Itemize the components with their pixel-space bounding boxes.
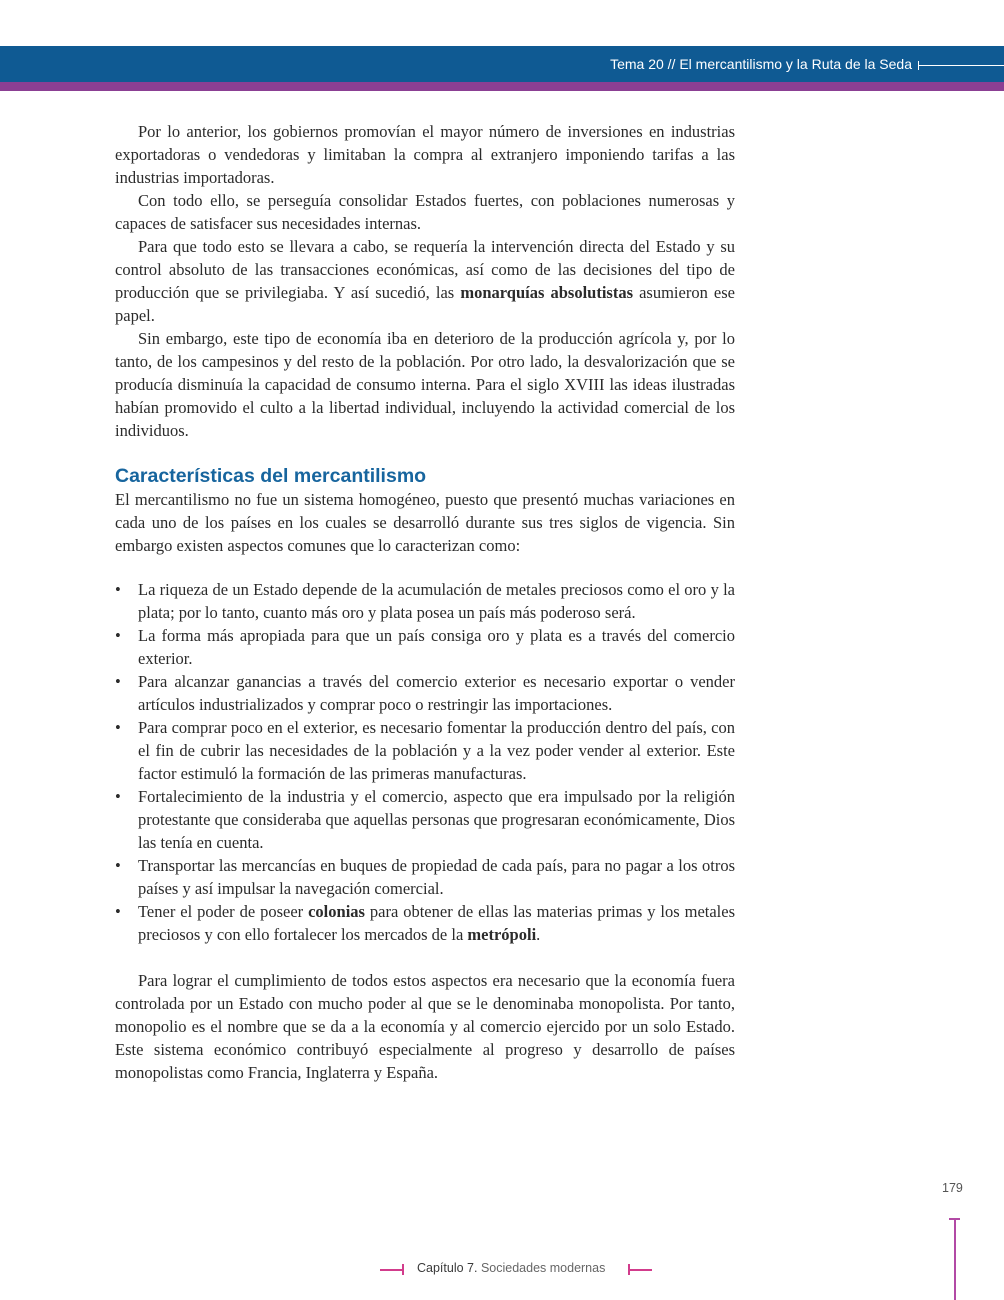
bullet-icon: • <box>115 787 121 806</box>
bullet-icon: • <box>115 718 121 737</box>
list-item: • Transportar las mercancías en buques de propiedad de cada país, para no pagar a los otros países y así impulsar la navegación comercial. <box>115 856 735 898</box>
paragraph: Para lograr el cumplimiento de todos estos aspectos era necesario que la economía fuera controlada por un Estado con mucho poder al que se le denominaba monopolista. Por tanto, monopolio es el nombre que se da a la economía y al comercio ejercido por un solo Estado. Este sistema económico contribuyó especialmente al progreso y desarrollo de países monopolistas como Francia, Inglaterra y España. <box>115 971 735 1082</box>
section-heading: Características del mercantilismo <box>115 465 427 487</box>
page-number: 179 <box>942 1181 963 1195</box>
footer <box>380 1260 652 1278</box>
bullet-icon: • <box>115 672 121 691</box>
paragraph: Con todo ello, se perseguía consolidar Estados fuertes, con poblaciones numerosas y capaces de satisfacer sus necesidades internas. <box>115 191 735 233</box>
term-bold: monarquías absolutistas <box>460 283 633 302</box>
list-item: • Para alcanzar ganancias a través del comercio exterior es necesario exportar o vender artículos industrializados y comprar poco o restringir las importaciones. <box>115 672 735 714</box>
header-accent-stripe <box>0 82 1004 91</box>
footer-chapter: Capítulo 7. <box>417 1261 478 1275</box>
bullet-icon: • <box>115 580 121 599</box>
list-item: • Fortalecimiento de la industria y el comercio, aspecto que era impulsado por la religión protestante que consideraba que aquellas personas que progresaran económicamente, Dios las tenía en cuenta. <box>115 787 735 852</box>
bullet-icon: • <box>115 902 121 921</box>
footer-left-tick <box>402 1264 404 1275</box>
list-item: • Para comprar poco en el exterior, es necesario fomentar la producción dentro del país, con el fin de cubrir las necesidades de la población y a la vez poder vender al exterior. Este factor estimuló la formación de las primeras manufacturas. <box>115 718 735 783</box>
bullet-icon: • <box>115 856 121 875</box>
paragraph: Sin embargo, este tipo de economía iba en deterioro de la producción agrícola y, por lo tanto, de los campesinos y del resto de la población. Por otro lado, la desvalorización que se producía disminuía la capacidad de consumo interna. Para el siglo XVIII las ideas ilustradas habían promovido el culto a la libertad individual, incluyendo la actividad comercial de los individuos. <box>115 329 735 440</box>
section-lead: El mercantilismo no fue un sistema homogéneo, puesto que presentó muchas variaciones en cada uno de los países en los cuales se desarrolló durante sus tres siglos de vigencia. Sin embargo existen aspectos comunes que lo caracterizan como: <box>115 490 735 555</box>
side-rule <box>954 1220 956 1300</box>
footer-left-rule <box>380 1269 402 1271</box>
term-bold: metrópoli <box>467 925 537 944</box>
list-item: • La forma más apropiada para que un país consiga oro y plata es a través del comercio exterior. <box>115 626 735 668</box>
bullet-icon: • <box>115 626 121 645</box>
bullet-list <box>115 578 735 946</box>
list-item: • La riqueza de un Estado depende de la acumulación de metales preciosos como el oro y la plata; por lo tanto, cuanto más oro y plata posea un país más poderoso será. <box>115 580 735 622</box>
paragraph: Para que todo esto se llevara a cabo, se requería la intervención directa del Estado y su control absoluto de las transacciones económicas, así como de las decisiones del tipo de producción que se privilegiaba. Y así sucedió, las monarquías absolutistas asumieron ese papel. <box>115 237 735 325</box>
list-item: • Tener el poder de poseer colonias para obtener de ellas las materias primas y los metales preciosos y con ello fortalecer los mercados de la metrópoli. <box>115 902 735 944</box>
main-text-column <box>115 120 735 1084</box>
header-title: Tema 20 // El mercantilismo y la Ruta de la Seda <box>610 56 912 72</box>
paragraph: Por lo anterior, los gobiernos promovían el mayor número de inversiones en industrias exportadoras o vendedoras y limitaban la compra al extranjero imponiendo tarifas a las industrias importadoras. <box>115 122 735 187</box>
footer-subtitle: Sociedades modernas <box>480 1261 606 1275</box>
header-rule <box>918 65 1004 66</box>
term-bold: colonias <box>308 902 365 921</box>
footer-text <box>417 1261 605 1275</box>
footer-right-rule <box>630 1269 652 1271</box>
